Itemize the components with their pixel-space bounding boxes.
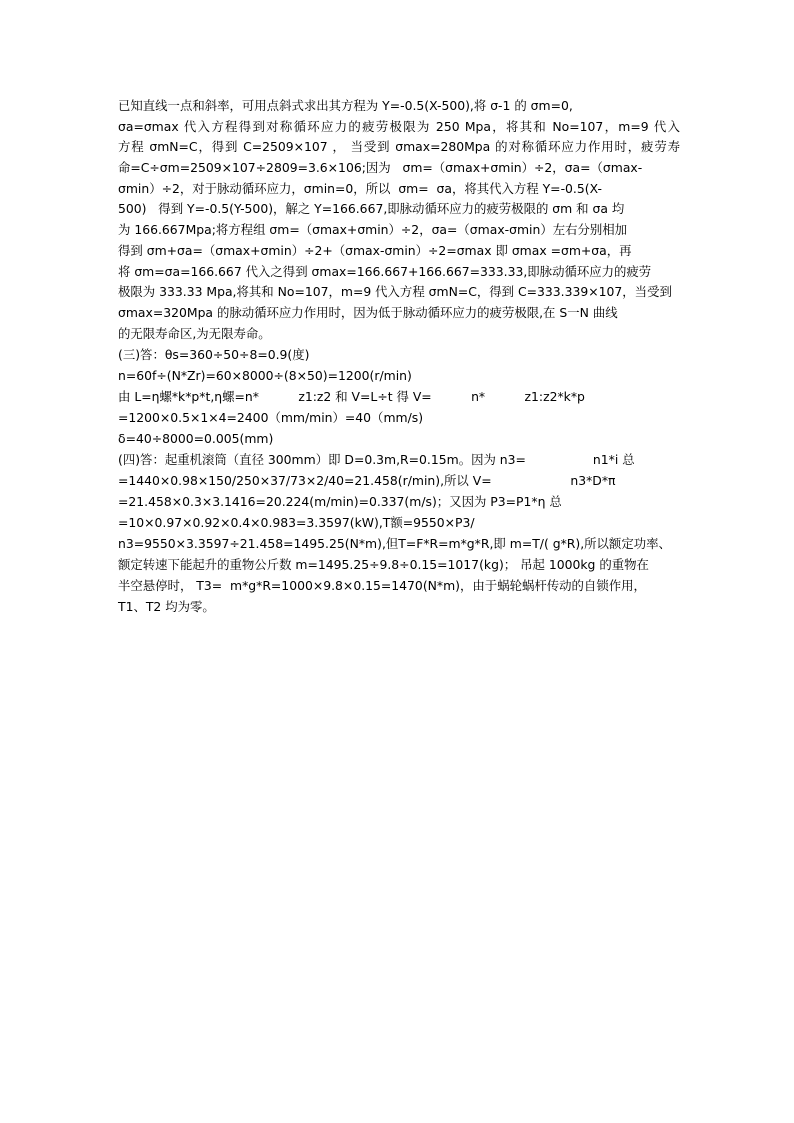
text-line: n=60f÷(N*Zr)=60×8000÷(8×50)=1200(r/min) (118, 368, 412, 384)
text-line: n3=9550×3.3597÷21.458=1495.25(N*m),但T=F*R=m*g*R,即 m=T/( g*R),所以额定功率、 (118, 536, 671, 552)
paragraph-fatigue-limit (118, 96, 680, 344)
text-line: (三)答：θs=360÷50÷8=0.9(度) (118, 347, 310, 363)
text-line: 额定转速下能起升的重物公斤数 m=1495.25÷9.8÷0.15=1017(kg)； 吊起 1000kg 的重物在 (118, 557, 649, 573)
text-line: 的无限寿命区,为无限寿命。 (118, 325, 271, 341)
text-line: 500) 得到 Y=-0.5(Y-500)，解之 Y=166.667,即脉动循环应力的疲劳极限的 σm 和 σa 均 (118, 201, 625, 217)
text-line: =10×0.97×0.92×0.4×0.983=3.3597(kW),T额=9550×P3/ (118, 515, 475, 531)
text-line: 得到 σm+σa=（σmax+σmin）÷2+（σmax-σmin）÷2=σmax 即 σmax =σm+σa，再 (118, 242, 632, 258)
text-line: 方程 σmN=C，得到 C=2509×107 ， 当受到 σmax=280Mpa 的对称循环应力作用时，疲劳寿 (118, 139, 680, 155)
text-line: =1440×0.98×150/250×37/73×2/40=21.458(r/min),所以 V= n3*D*π (118, 473, 616, 489)
text-line: 命=C÷σm=2509×107÷2809=3.6×106;因为 σm=（σmax+σmin）÷2，σa=（σmax- (118, 160, 643, 176)
text-line: 将 σm=σa=166.667 代入之得到 σmax=166.667+166.667=333.33,即脉动循环应力的疲劳 (118, 263, 652, 279)
text-line: 由 L=η螺*k*p*t,η螺=n* z1:z2 和 V=L÷t 得 V= n* z1:z2*k*p (118, 389, 585, 405)
text-line: σmin）÷2，对于脉动循环应力，σmin=0，所以 σm= σa，将其代入方程 Y=-0.5(X- (118, 180, 602, 196)
text-line: σa=σmax 代入方程得到对称循环应力的疲劳极限为 250 Mpa，将其和 No=107，m=9 代入 (118, 118, 680, 134)
text-line: (四)答：起重机滚筒（直径 300mm）即 D=0.3m,R=0.15m。因为 n3= n1*i 总 (118, 452, 635, 468)
text-line: δ=40÷8000=0.005(mm) (118, 431, 274, 447)
text-line: 半空悬停时， T3= m*g*R=1000×9.8×0.15=1470(N*m)，由于蜗轮蜗杆传动的自锁作用， (118, 578, 646, 594)
text-line: T1、T2 均为零。 (118, 599, 215, 615)
text-line: 极限为 333.33 Mpa,将其和 No=107，m=9 代入方程 σmN=C，得到 C=333.339×107，当受到 (118, 284, 672, 300)
text-line: =21.458×0.3×3.1416=20.224(m/min)=0.337(m/s)；又因为 P3=P1*η 总 (118, 494, 562, 510)
text-line: 已知直线一点和斜率，可用点斜式求出其方程为 Y=-0.5(X-500),将 σ-1 的 σm=0, (118, 98, 573, 113)
document-page (118, 96, 680, 617)
answers-3-and-4 (118, 344, 680, 617)
text-line: σmax=320Mpa 的脉动循环应力作用时，因为低于脉动循环应力的疲劳极限,在 S一N 曲线 (118, 304, 618, 320)
text-line: =1200×0.5×1×4=2400（mm/min）=40（mm/s) (118, 410, 424, 426)
text-line: 为 166.667Mpa;将方程组 σm=（σmax+σmin）÷2，σa=（σmax-σmin）左右分别相加 (118, 222, 628, 238)
